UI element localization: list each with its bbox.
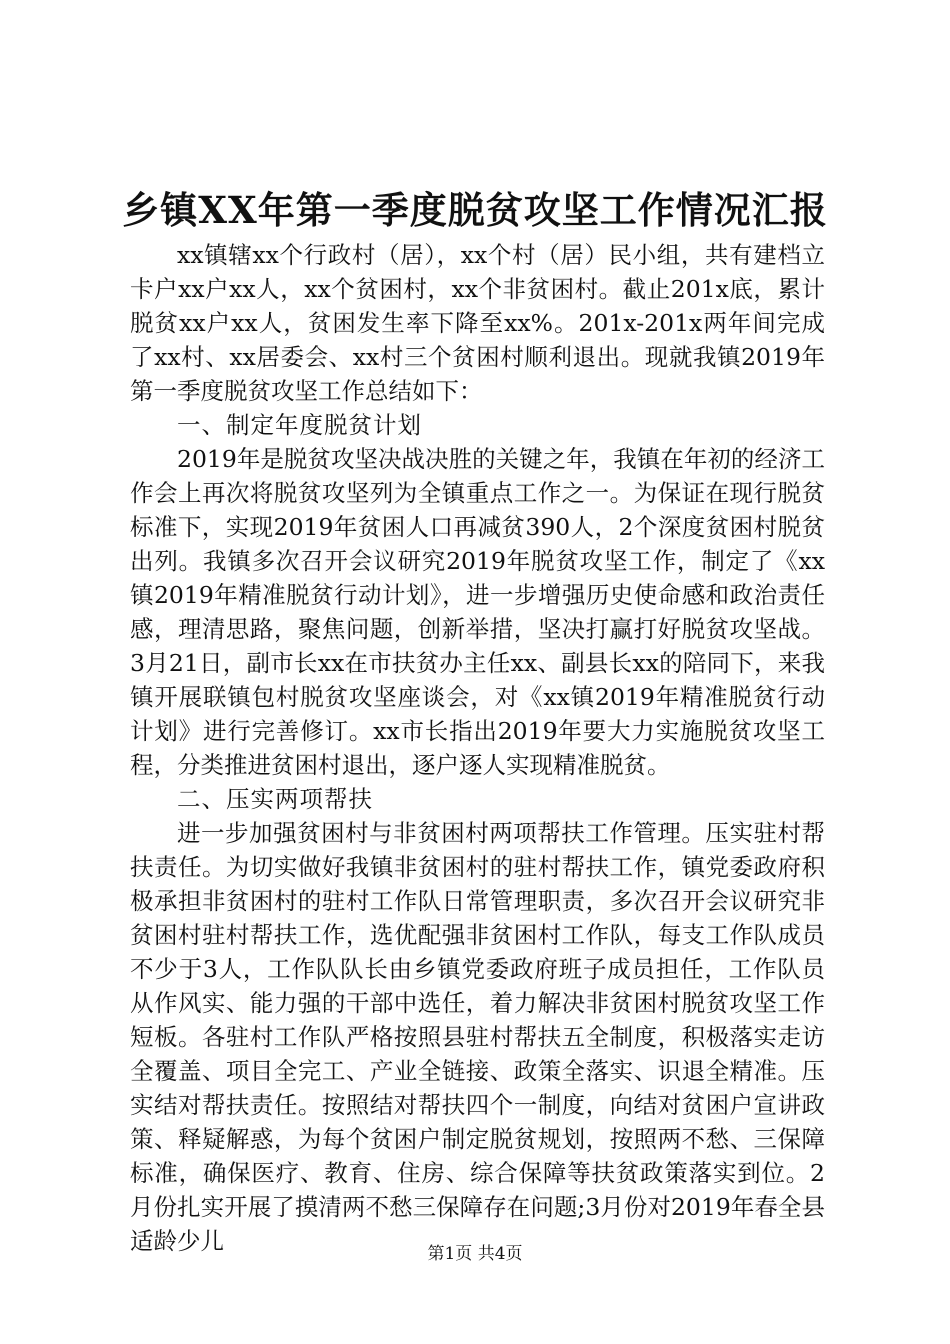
section-2-heading: 二、压实两项帮扶 [177, 785, 373, 813]
section-1-heading: 一、制定年度脱贫计划 [177, 411, 422, 439]
section-1-paragraph: 2019年是脱贫攻坚决战决胜的关键之年，我镇在年初的经济工作会上再次将脱贫攻坚列为全镇重点工作之一。为保证在现行脱贫标准下，实现2019年贫困人口再减贫390人，2个深度贫困村脱贫出列。我镇多次召开会议研究2019年脱贫攻坚工作，制定了《xx镇2019年精准脱贫行动计划》，进一步增强历史使命感和政治责任感，理清思路，聚焦问题，创新举措，坚决打赢打好脱贫攻坚战。3月21日，副市长xx在市扶贫办主任xx、副县长xx的陪同下，来我镇开展联镇包村脱贫攻坚座谈会，对《xx镇2019年精准脱贫行动计划》进行完善修订。xx市长指出2019年要大力实施脱贫攻坚工程，分类推进贫困村退出，逐户逐人实现精准脱贫。 [130, 445, 825, 779]
document-body [130, 238, 825, 1258]
section-2-paragraph: 进一步加强贫困村与非贫困村两项帮扶工作管理。压实驻村帮扶责任。为切实做好我镇非贫困村的驻村帮扶工作，镇党委政府积极承担非贫困村的驻村工作队日常管理职责，多次召开会议研究非贫困村驻村帮扶工作，选优配强非贫困村工作队，每支工作队成员不少于3人，工作队队长由乡镇党委政府班子成员担任，工作队员从作风实、能力强的干部中选任，着力解决非贫困村脱贫攻坚工作短板。各驻村工作队严格按照县驻村帮扶五全制度，积极落实走访全覆盖、项目全完工、产业全链接、政策全落实、识退全精准。压实结对帮扶责任。按照结对帮扶四个一制度，向结对贫困户宣讲政策、释疑解惑，为每个贫困户制定脱贫规划，按照两不愁、三保障标准，确保医疗、教育、住房、综合保障等扶贫政策落实到位。2月份扎实开展了摸清两不愁三保障存在问题;3月份对2019年春全县适龄少儿 [130, 819, 825, 1255]
page-footer: 第1页 共4页 [427, 1244, 523, 1264]
intro-paragraph: xx镇辖xx个行政村（居），xx个村（居）民小组，共有建档立卡户xx户xx人，xx个贫困村，xx个非贫困村。截止201x底，累计脱贫xx户xx人，贫困发生率下降至xx%。201x-201x两年间完成了xx村、xx居委会、xx村三个贫困村顺利退出。现就我镇2019年第一季度脱贫攻坚工作总结如下： [130, 241, 825, 405]
document-title: 乡镇XX年第一季度脱贫攻坚工作情况汇报 [122, 188, 828, 232]
